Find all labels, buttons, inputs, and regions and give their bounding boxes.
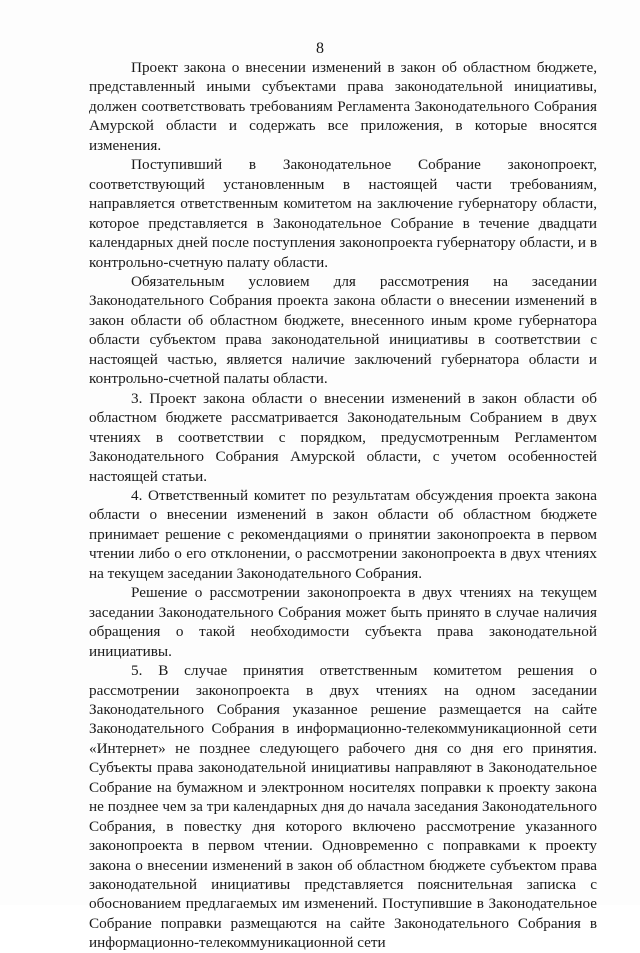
paragraph: 3. Проект закона области о внесении изменений в закон области об областном бюджете рассматривается Законодательным Собранием в двух чтениях в соответствии с порядком, предусмотренным Регламентом Законодательного Собрания Амурской области, с учетом особенностей настоящей статьи. bbox=[89, 389, 597, 485]
paragraph: 4. Ответственный комитет по результатам обсуждения проекта закона области о внесении изменений в закон области об областном бюджете принимает решение с рекомендациями о принятии законопроекта в первом чтении либо о его отклонении, о рассмотрении законопроекта в двух чтениях на текущем заседании Законодательного Собрания. bbox=[89, 486, 597, 582]
document-body bbox=[89, 58, 597, 953]
paragraph: Проект закона о внесении изменений в закон об областном бюджете, представленный иными субъектами права законодательной инициативы, должен соответствовать требованиям Регламента Законодательного Собрания Амурской области и содержать все приложения, в которые вносятся изменения. bbox=[89, 59, 597, 154]
paragraph: Решение о рассмотрении законопроекта в двух чтениях на текущем заседании Законодательного Собрания может быть принято в случае наличия обращения о такой необходимости субъекта права законодательной инициативы. bbox=[89, 584, 597, 660]
paragraph: Поступивший в Законодательное Собрание законопроект, соответствующий установленным в настоящей части требованиям, направляется ответственным комитетом на заключение губернатору области, которое представляется в Законодательное Собрание в течение двадцати календарных дней после поступления законопроекта губернатору области, и в контрольно-счетную палату области. bbox=[89, 156, 597, 271]
paragraph: Обязательным условием для рассмотрения на заседании Законодательного Собрания проекта закона области о внесении изменений в закон области об областном бюджете, внесенного иным кроме губернатора области субъектом права законодательной инициативы в соответствии с настоящей частью, является наличие заключений губернатора области и контрольно-счетной палаты области. bbox=[89, 272, 597, 388]
paragraph: 5. В случае принятия ответственным комитетом решения о рассмотрении законопроекта в двух чтениях на одном заседании Законодательного Собрания указанное решение размещается на сайте Законодательного Собрания в информационно-телекоммуникационной сети «Интернет» не позднее следующего рабочего дня со дня его принятия. Субъекты права законодательной инициативы направляют в Законодательное Собрание на бумажном и электронном носителях поправки к проекту закона не позднее чем за три календарных дня до начала заседания Законодательного Собрания, в повестку дня которого включено рассмотрение указанного законопроекта в первом чтении. Одновременно с поправками к проекту закона о внесении изменений в закон об областном бюджете субъектом права законодательной инициативы представляется пояснительная записка с обоснованием предлагаемых им изменений. Поступившие в Законодательное Собрание поправки размещаются на сайте Законодательного Собрания в информационно-телекоммуникационной сети bbox=[89, 662, 597, 952]
page-number: 8 bbox=[316, 40, 324, 57]
